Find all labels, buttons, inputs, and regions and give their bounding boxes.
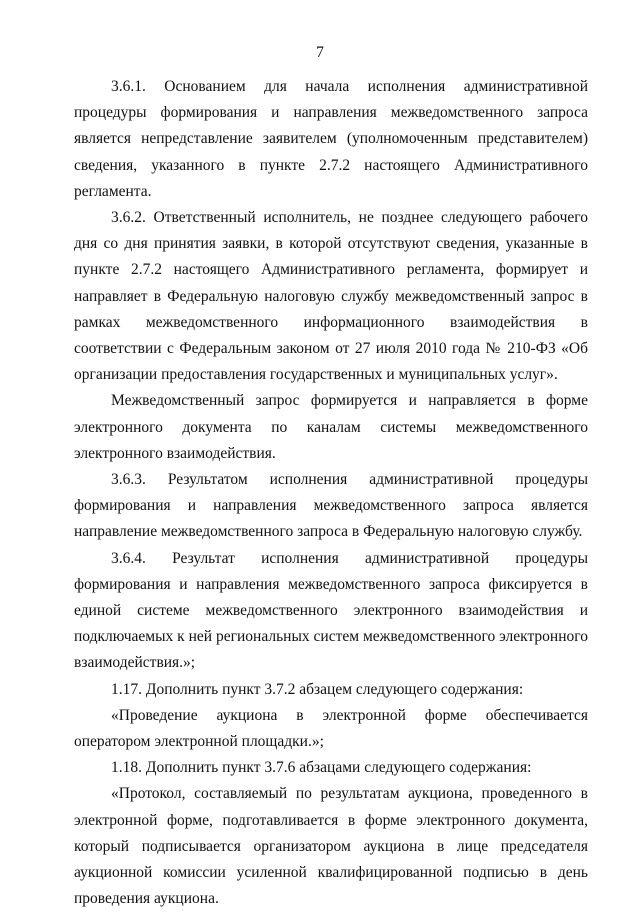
- paragraph-3-6-4: 3.6.4. Результат исполнения административной процедуры формирования и направления межведомственного запроса фиксируется в единой системе межведомственного электронного взаимодействия и подключаемых к ней региональных систем межведомственного электронного взаимодействия.»;: [74, 549, 588, 672]
- paragraph-auction-operator: «Проведение аукциона в электронной форме обеспечивается оператором электронной площадки.»;: [74, 706, 588, 751]
- paragraph-3-6-1: 3.6.1. Основанием для начала исполнения административной процедуры формирования и направления межведомственного запроса является непредставление заявителем (уполномоченным представителем) сведения, указанного в пункте 2.7.2 настоящего Административного регламента.: [74, 78, 588, 200]
- paragraph-request-format: Межведомственный запрос формируется и направляется в форме электронного документа по каналам системы межведомственного электронного взаимодействия.: [74, 392, 588, 462]
- paragraph-3-6-3: 3.6.3. Результатом исполнения административной процедуры формирования и направления межведомственного запроса является направление межведомственного запроса в Федеральную налоговую службу.: [74, 471, 588, 541]
- paragraph-3-6-2: 3.6.2. Ответственный исполнитель, не позднее следующего рабочего дня со дня принятия заявки, в которой отсутствуют сведения, указанные в пункте 2.7.2 настоящего Административного регламента, формирует и направляет в Федеральную налоговую службу межведомственный запрос в рамках межведомственного информационного взаимодействия в соответствии с Федеральным законом от 27 июля 2010 года № 210-ФЗ «Об организации предоставления государственных и муниципальных услуг».: [74, 209, 588, 384]
- page-number: 7: [316, 44, 324, 61]
- paragraph-1-18: 1.18. Дополнить пункт 3.7.6 абзацами следующего содержания:: [111, 759, 532, 777]
- paragraph-1-17: 1.17. Дополнить пункт 3.7.2 абзацем следующего содержания:: [111, 680, 524, 698]
- paragraph-auction-protocol: «Протокол, составляемый по результатам аукциона, проведенного в электронной форме, подготавливается в форме электронного документа, который подписывается организатором аукциона в лице председателя аукционной комиссии усиленной квалифицированной подписью в день проведения аукциона.: [74, 785, 588, 908]
- document-body: [74, 74, 588, 913]
